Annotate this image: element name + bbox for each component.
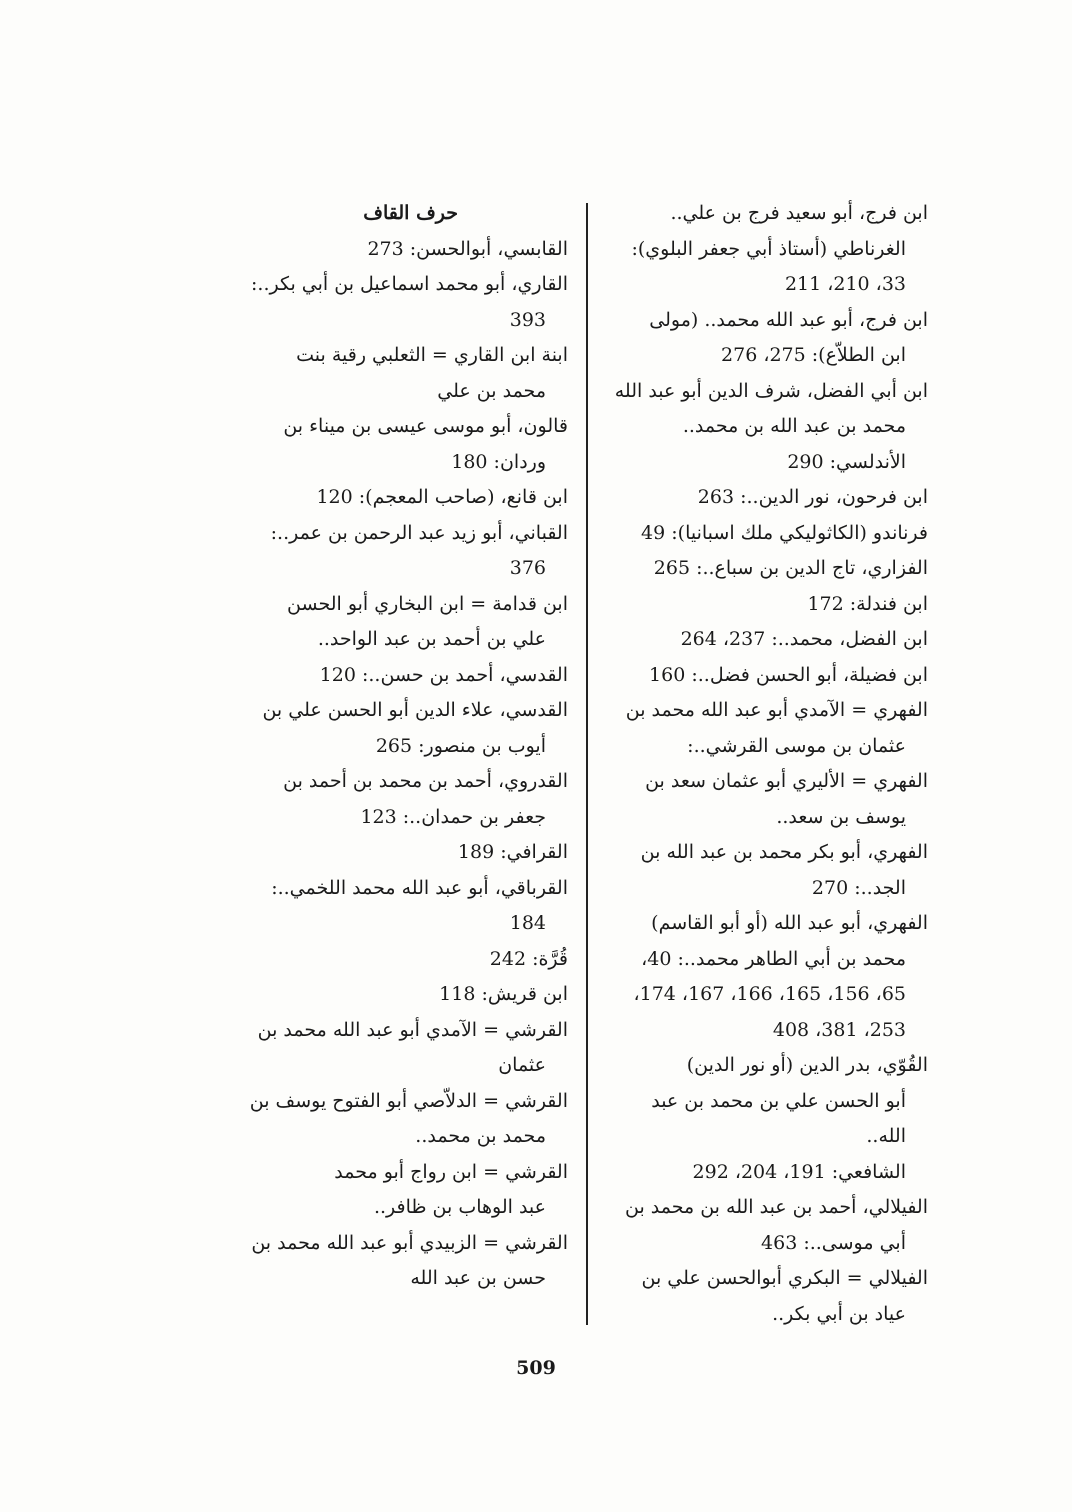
entry-continuation-line: الشافعي: 191، 204، 292 <box>692 1160 906 1183</box>
entry-headword-line: قالون، أبو موسى عيسى بن ميناء بن <box>283 415 568 437</box>
index-entry <box>244 1155 568 1226</box>
entry-continuation-line: 65، 156، 165، 166، 167، 174، <box>633 983 906 1005</box>
entry-continuation-line: حسن بن عبد الله <box>410 1267 546 1289</box>
index-entry <box>244 480 568 516</box>
index-entry <box>608 1190 928 1261</box>
entry-headword-line: القابسي، أبوالحسن: 273 <box>367 237 568 260</box>
entry-headword-line: الفهري = الآمدي أبو عبد الله محمد بن <box>625 699 928 721</box>
index-entry <box>244 1013 568 1084</box>
entry-continuation-line: عثمان بن موسى القرشي..: <box>687 734 906 757</box>
entry-continuation-line: أيوب بن منصور: 265 <box>375 734 546 757</box>
index-entry <box>244 764 568 835</box>
entry-headword-line: ابن فضيلة، أبو الحسن فضل..: 160 <box>649 663 928 686</box>
index-entry <box>244 693 568 764</box>
index-entry <box>608 374 928 481</box>
entry-continuation-line: محمد بن محمد.. <box>415 1125 546 1147</box>
index-entry <box>608 906 928 1048</box>
entry-headword-line: الفهري = الأليري أبو عثمان سعد بن <box>645 770 928 792</box>
entry-headword-line: القاري، أبو محمد اسماعيل بن أبي بكر..: <box>251 273 568 295</box>
entry-headword-line: ابن فرج، أبو عبد الله محمد.. (مولى <box>649 308 928 331</box>
entry-continuation-line: عبد الوهاب بن ظافر.. <box>373 1196 546 1218</box>
left-column <box>244 196 568 1297</box>
entry-headword-line: القرشي = ابن رواج أبو محمد <box>334 1160 568 1183</box>
entry-continuation-line: 33، 210، 211 <box>784 273 906 295</box>
entry-headword-line: فرناندو (الكاثوليكي ملك اسبانيا): 49 <box>641 521 928 544</box>
entry-headword-line: الفيلالي = البكري أبوالحسن علي بن <box>641 1267 928 1289</box>
index-entry <box>244 232 568 268</box>
index-entry <box>608 303 928 374</box>
entry-continuation-line: عياد بن أبي بكر.. <box>772 1302 906 1325</box>
entry-headword-line: الفهري، أبو عبد الله (أو أبو القاسم) <box>651 912 928 934</box>
entry-headword-line: الفزاري، تاج الدين بن سباع..: 265 <box>653 557 928 579</box>
entry-headword-line: القدروي، أحمد بن محمد بن أحمد بن <box>283 770 568 792</box>
entry-headword-line: القرباقي، أبو عبد الله محمد اللخمي..: <box>271 876 568 899</box>
entry-headword-line: القرشي = الزبيدي أبو عبد الله محمد بن <box>251 1231 568 1254</box>
entry-headword-line: ابن فرج، أبو سعيد فرج بن علي.. <box>670 202 928 224</box>
entry-headword-line: القرشي = الآمدي أبو عبد الله محمد بن <box>257 1018 568 1041</box>
index-entry <box>244 409 568 480</box>
entry-headword-line: ابن قانع، (صاحب المعجم): 120 <box>316 486 568 508</box>
entry-headword-line: القدسي، أحمد بن حسن..: 120 <box>319 663 568 686</box>
index-entry <box>608 196 928 303</box>
entry-headword-line: ابن قريش: 118 <box>439 983 568 1005</box>
index-entry <box>244 658 568 694</box>
section-heading: حرف القاف <box>363 202 458 224</box>
index-entry <box>608 622 928 658</box>
entry-continuation-line: وردان: 180 <box>451 450 546 473</box>
index-entry <box>608 516 928 552</box>
index-entry <box>608 480 928 516</box>
entry-continuation-line: 184 <box>509 912 546 934</box>
entry-headword-line: قُرَّة: 242 <box>489 947 568 970</box>
entry-headword-line: الفهري، أبو بكر محمد بن عبد الله بن <box>640 841 928 863</box>
entry-continuation-line: جعفر بن حمدان..: 123 <box>360 805 546 828</box>
page-number: 509 <box>516 1357 556 1379</box>
entry-continuation-line: محمد بن عبد الله بن محمد.. <box>682 415 906 437</box>
entry-continuation-line: 376 <box>509 557 546 579</box>
left-entries <box>244 232 568 1297</box>
entry-headword-line: ابن قدامة = ابن البخاري أبو الحسن <box>287 592 568 615</box>
index-entry <box>244 871 568 942</box>
index-entry <box>244 338 568 409</box>
index-entry <box>244 267 568 338</box>
entry-headword-line: ابنة ابن القاري = الثعلبي رقية بنت <box>296 344 568 366</box>
entry-continuation-line: الغرناطي (أستاذ أبي جعفر البلوي): <box>631 237 906 260</box>
index-entry <box>608 551 928 587</box>
entry-headword-line: ابن الفضل، محمد..: 237، 264 <box>680 628 928 650</box>
entry-continuation-line: 393 <box>509 308 546 331</box>
entry-continuation-line: أبي موسى..: 463 <box>761 1231 906 1254</box>
index-entry <box>608 587 928 623</box>
column-divider <box>586 203 588 1325</box>
entry-headword-line: القُوّي، بدر الدين (أو نور الدين) <box>686 1054 928 1076</box>
entry-headword-line: ابن فرحون، نور الدين..: 263 <box>697 486 928 508</box>
entry-continuation-line: محمد بن علي <box>437 379 546 402</box>
entry-continuation-line: 253، 381، 408 <box>772 1018 906 1041</box>
index-entry <box>608 693 928 764</box>
index-entry <box>608 835 928 906</box>
entry-headword-line: القرافي: 189 <box>457 841 568 863</box>
entry-headword-line: ابن فندلة: 172 <box>807 592 928 615</box>
entry-continuation-line: ابن الطلاّع): 275، 276 <box>721 344 906 366</box>
index-entry <box>608 658 928 694</box>
index-entry <box>244 835 568 871</box>
index-entry <box>244 942 568 978</box>
entry-headword-line: القرشي = الدلاّصي أبو الفتوح يوسف بن <box>249 1089 568 1112</box>
entry-continuation-line: الأندلسي: 290 <box>787 450 906 473</box>
entry-continuation-line: الجد..: 270 <box>811 876 906 899</box>
entry-headword-line: القباني، أبو زيد عبد الرحمن بن عمر..: <box>270 521 568 544</box>
entry-continuation-line: عثمان <box>498 1054 546 1076</box>
index-entry <box>608 764 928 835</box>
entry-continuation-line: علي بن أحمد بن عبد الواحد.. <box>317 628 546 650</box>
index-entry <box>244 977 568 1013</box>
index-entry <box>244 516 568 587</box>
entry-continuation-line: يوسف بن سعد.. <box>776 805 906 828</box>
index-entry <box>608 1048 928 1190</box>
entry-continuation-line: محمد بن أبي الطاهر محمد..: 40، <box>641 947 906 970</box>
right-column <box>608 196 928 1332</box>
index-entry <box>608 1261 928 1332</box>
entry-headword-line: ابن أبي الفضل، شرف الدين أبو عبد الله <box>614 379 928 402</box>
entry-headword-line: القدسي، علاء الدين أبو الحسن علي بن <box>262 699 568 721</box>
index-entry <box>244 587 568 658</box>
entry-continuation-line: أبو الحسن علي بن محمد بن عبد الله.. <box>651 1089 906 1147</box>
entry-headword-line: الفيلالي، أحمد بن عبد الله بن محمد بن <box>624 1196 928 1218</box>
index-entry <box>244 1084 568 1155</box>
index-entry <box>244 1226 568 1297</box>
